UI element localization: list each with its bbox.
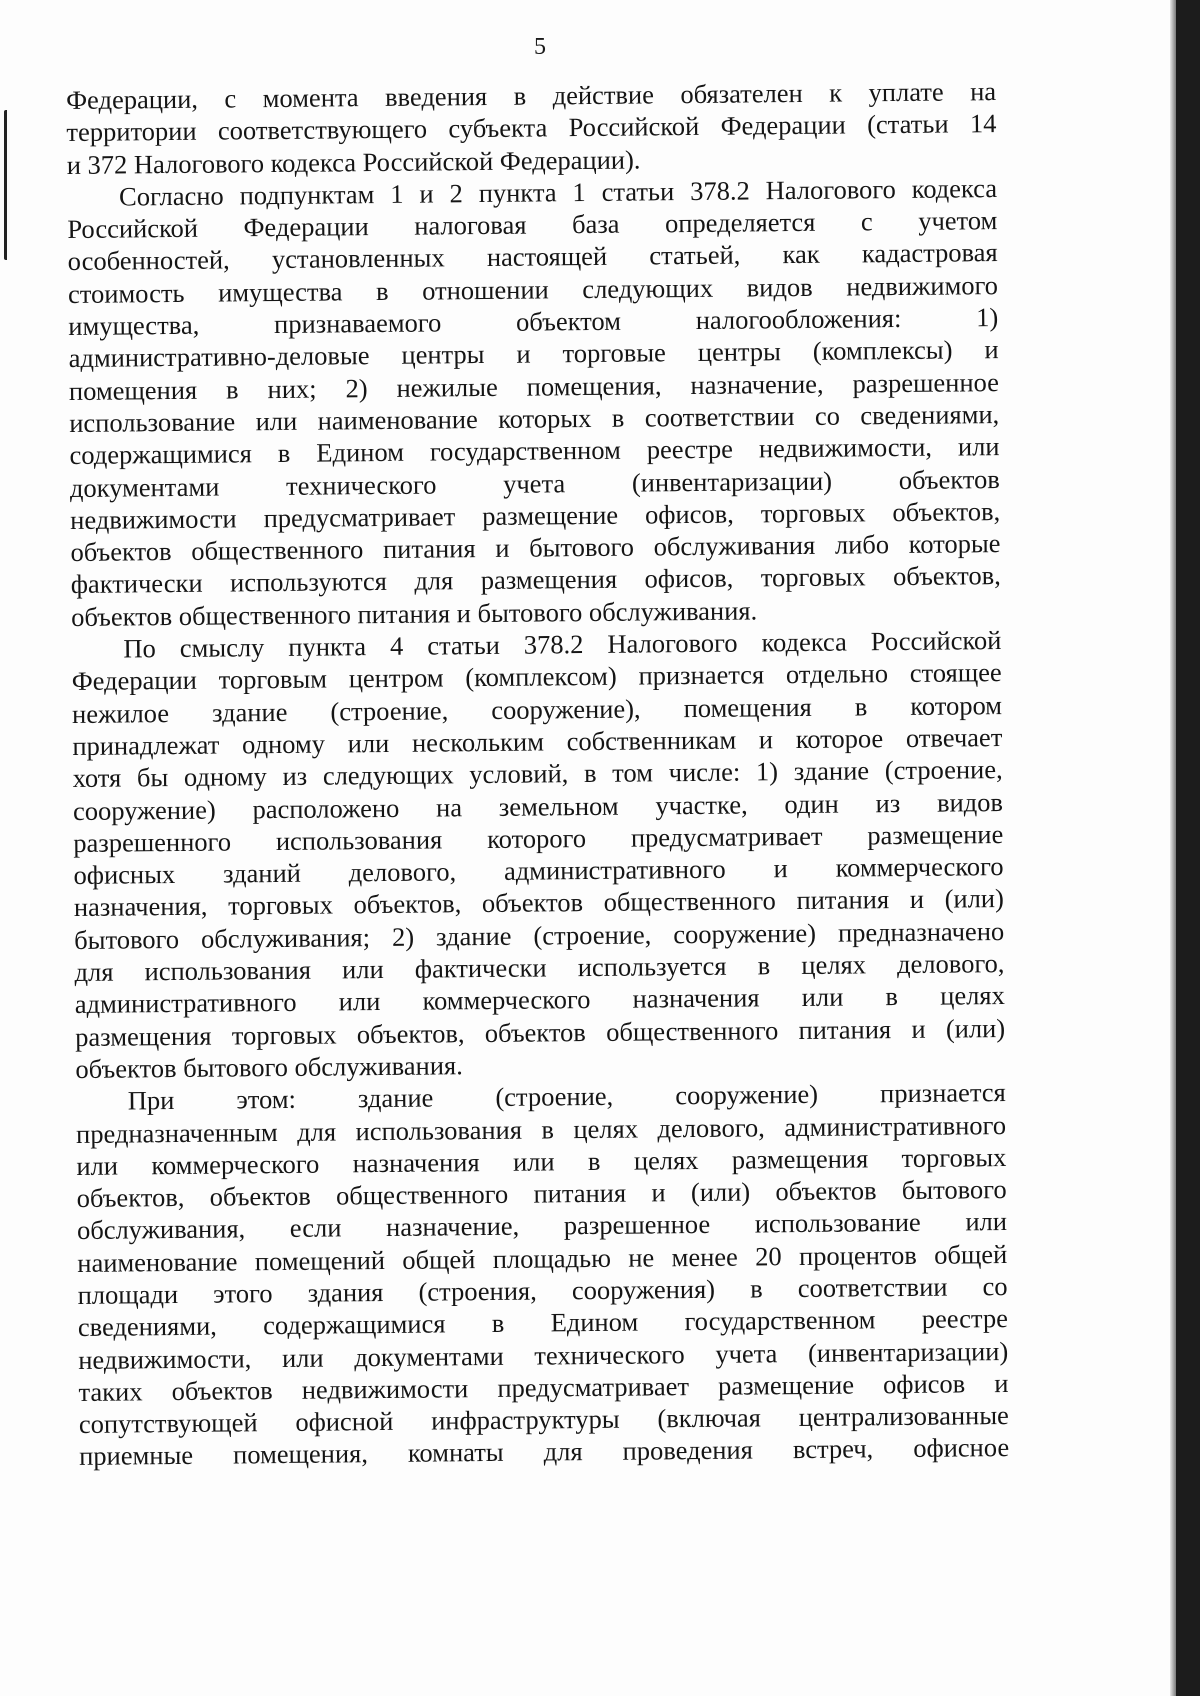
text-line: объектов бытового обслуживания. [75, 1050, 463, 1084]
text-line: территории соответствующего субъекта Российской Федерации (статьи 14 [66, 108, 997, 148]
text-line: принадлежат одному или нескольким собственникам и которое отвечает [72, 721, 1003, 761]
text-line: использование или наименование которых в соответствии со сведениями, [69, 399, 1000, 438]
paragraph [66, 75, 997, 181]
text-line: документами технического учета (инвентаризации) объектов [69, 463, 1000, 503]
text-line: хотя бы одному из следующих условий, в том числе: 1) здание (строение, [72, 754, 1003, 794]
text-line: сооружение) расположено на земельном участке, один из видов [72, 786, 1004, 826]
text-line: имущества, признаваемого объектом налогообложения: 1) [68, 302, 999, 342]
text-line: размещения торговых объектов, объектов общественного питания и (или) [75, 1012, 1006, 1052]
text-line: сведениями, содержащимися в Едином государственном реестре [77, 1303, 1009, 1343]
text-line: приемные помещения, комнаты для проведения встреч, офисное [79, 1432, 1010, 1472]
text-line: Федерации торговым центром (комплексом) признается отдельно стоящее [71, 657, 1002, 697]
text-line: помещения в них; 2) нежилые помещения, назначение, разрешенное [68, 366, 1000, 406]
text-line: административно-деловые центры и торговые центры (комплексы) и [68, 334, 999, 374]
paragraph [67, 172, 1001, 633]
text-line: и 372 Налогового кодекса Российской Федерации). [66, 144, 641, 180]
text-line: особенностей, установленных настоящей статьей, как кадастровая [67, 237, 998, 277]
text-line: содержащимися в Едином государственном реестре недвижимости, или [69, 431, 1000, 471]
margin-mark [4, 110, 13, 260]
text-line: Согласно подпунктам 1 и 2 пункта 1 статьи 378.2 Налогового кодекса [118, 172, 998, 212]
paragraph [76, 1076, 1010, 1472]
text-line: административного или коммерческого назначения или в целях [74, 980, 1005, 1020]
text-line: объектов общественного питания и бытового обслуживания. [70, 595, 758, 632]
text-line: для использования или фактически используется в целях делового, [74, 948, 1005, 987]
text-line: объектов общественного питания и бытового обслуживания либо которые [70, 528, 1001, 568]
text-line: или коммерческого назначения или в целях размещения торговых [76, 1141, 1007, 1181]
text-line: площади этого здания (строения, сооружения) в соответствии со [77, 1271, 1008, 1310]
document-body [66, 75, 1009, 1473]
text-line: По смыслу пункта 4 статьи 378.2 Налогового кодекса Российской [123, 625, 1002, 664]
text-line: сопутствующей офисной инфраструктуры (включая централизованные [78, 1400, 1009, 1440]
text-line: таких объектов недвижимости предусматривает размещение офисов и [78, 1367, 1009, 1407]
text-line: объектов, объектов общественного питания и (или) объектов бытового [76, 1174, 1007, 1214]
text-line: Российской Федерации налоговая база определяется с учетом [67, 205, 998, 245]
text-line: недвижимости предусматривает размещение офисов, торговых объектов, [70, 495, 1001, 535]
text-line: предназначенным для использования в целях делового, административного [75, 1109, 1007, 1149]
page-number: 5 [534, 34, 546, 60]
text-line: При этом: здание (строение, сооружение) признается [127, 1077, 1006, 1116]
text-line: стоимость имущества в отношении следующих видов недвижимого [67, 269, 999, 309]
text-line: фактически используются для размещения офисов, торговых объектов, [70, 560, 1001, 600]
text-line: обслуживания, если назначение, разрешенное использование или [76, 1206, 1008, 1246]
text-line: Федерации, с момента введения в действие обязателен к уплате на [66, 76, 997, 115]
text-line: офисных зданий делового, административного и коммерческого [73, 851, 1004, 891]
text-line: недвижимости, или документами технического учета (инвентаризации) [78, 1335, 1009, 1375]
text-line: бытового обслуживания; 2) здание (строение, сооружение) предназначено [74, 915, 1005, 955]
text-line: назначения, торговых объектов, объектов общественного питания и (или) [73, 883, 1005, 923]
text-line: наименование помещений общей площадью не менее 20 процентов общей [77, 1238, 1008, 1278]
paragraph [71, 624, 1005, 1085]
scan-black-edge [1176, 0, 1200, 1696]
text-line: нежилое здание (строение, сооружение), помещения в котором [71, 689, 1003, 729]
text-line: разрешенного использования которого предусматривает размещение [73, 818, 1004, 858]
